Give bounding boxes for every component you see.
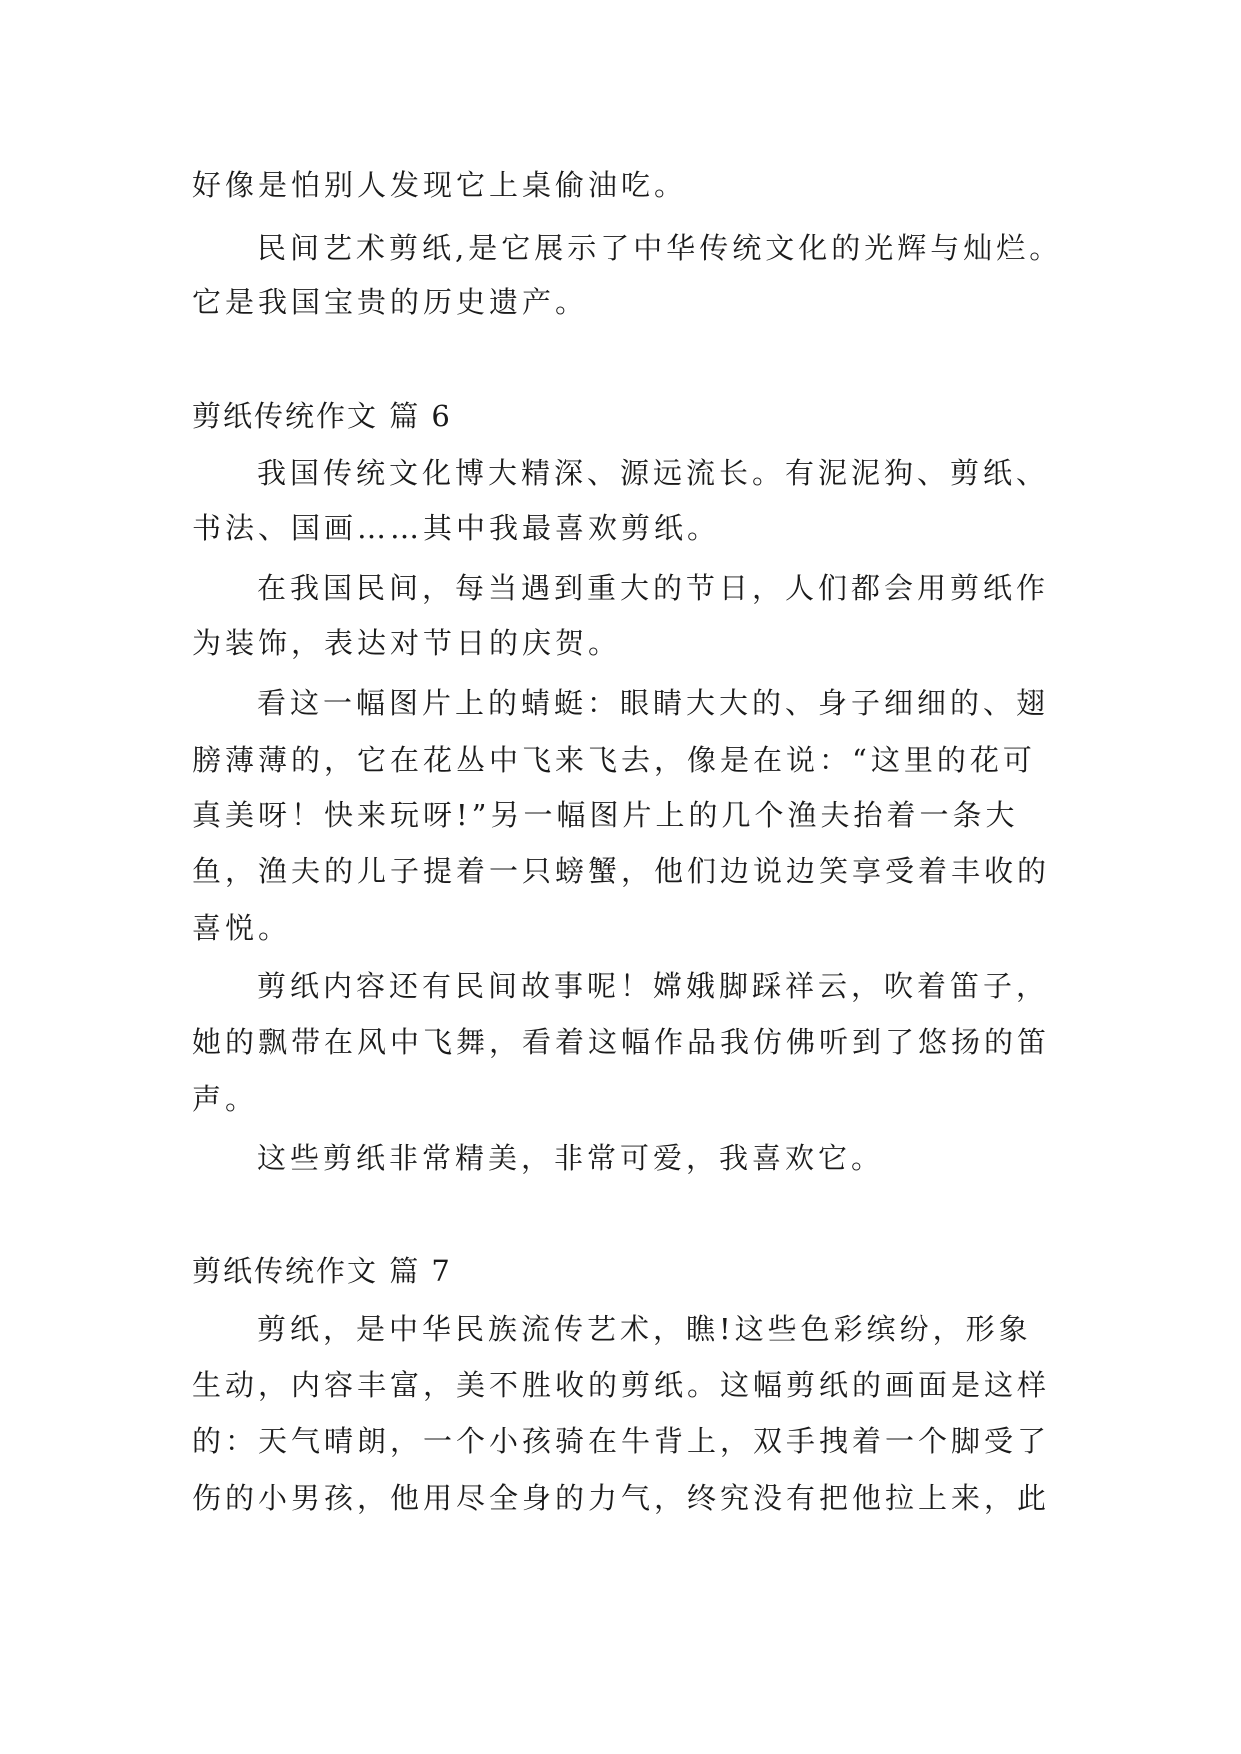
paragraph-line: 好像是怕别人发现它上桌偷油吃。 xyxy=(192,168,688,202)
paragraph-line: 鱼，渔夫的儿子提着一只螃蟹，他们边说边笑享受着丰收的 xyxy=(192,854,1051,888)
paragraph-line: 在我国民间，每当遇到重大的节日，人们都会用剪纸作 xyxy=(257,571,1050,605)
section-heading: 剪纸传统作文 篇 7 xyxy=(192,1254,452,1288)
paragraph-line: 膀薄薄的，它在花丛中飞来飞去，像是在说：“这里的花可 xyxy=(192,743,1036,777)
paragraph-line: 的：天气晴朗，一个小孩骑在牛背上，双手拽着一个脚受了 xyxy=(192,1424,1051,1458)
paragraph-line: 民间艺术剪纸,是它展示了中华传统文化的光辉与灿烂。 xyxy=(257,231,1063,265)
paragraph-line: 剪纸内容还有民间故事呢！嫦娥脚踩祥云，吹着笛子， xyxy=(257,969,1050,1003)
paragraph-line: 它是我国宝贵的历史遗产。 xyxy=(192,285,589,319)
paragraph-line: 剪纸，是中华民族流传艺术，瞧!这些色彩缤纷，形象 xyxy=(257,1312,1032,1346)
paragraph-line: 真美呀！快来玩呀!”另一幅图片上的几个渔夫抬着一条大 xyxy=(192,798,1019,832)
paragraph-line: 我国传统文化博大精深、源远流长。有泥泥狗、剪纸、 xyxy=(257,456,1050,490)
paragraph-line: 为装饰，表达对节日的庆贺。 xyxy=(192,626,622,660)
paragraph-line: 生动，内容丰富，美不胜收的剪纸。这幅剪纸的画面是这样 xyxy=(192,1368,1051,1402)
section-heading: 剪纸传统作文 篇 6 xyxy=(192,399,452,433)
paragraph-line: 这些剪纸非常精美，非常可爱，我喜欢它。 xyxy=(257,1141,885,1175)
paragraph-line: 喜悦。 xyxy=(192,911,292,945)
paragraph-line: 声。 xyxy=(192,1082,259,1116)
paragraph-line: 书法、国画……其中我最喜欢剪纸。 xyxy=(192,511,721,545)
paragraph-line: 伤的小男孩，他用尽全身的力气，终究没有把他拉上来，此 xyxy=(192,1481,1051,1515)
paragraph-line: 看这一幅图片上的蜻蜓：眼睛大大的、身子细细的、翅 xyxy=(257,686,1050,720)
paragraph-line: 她的飘带在风中飞舞，看着这幅作品我仿佛听到了悠扬的笛 xyxy=(192,1025,1051,1059)
